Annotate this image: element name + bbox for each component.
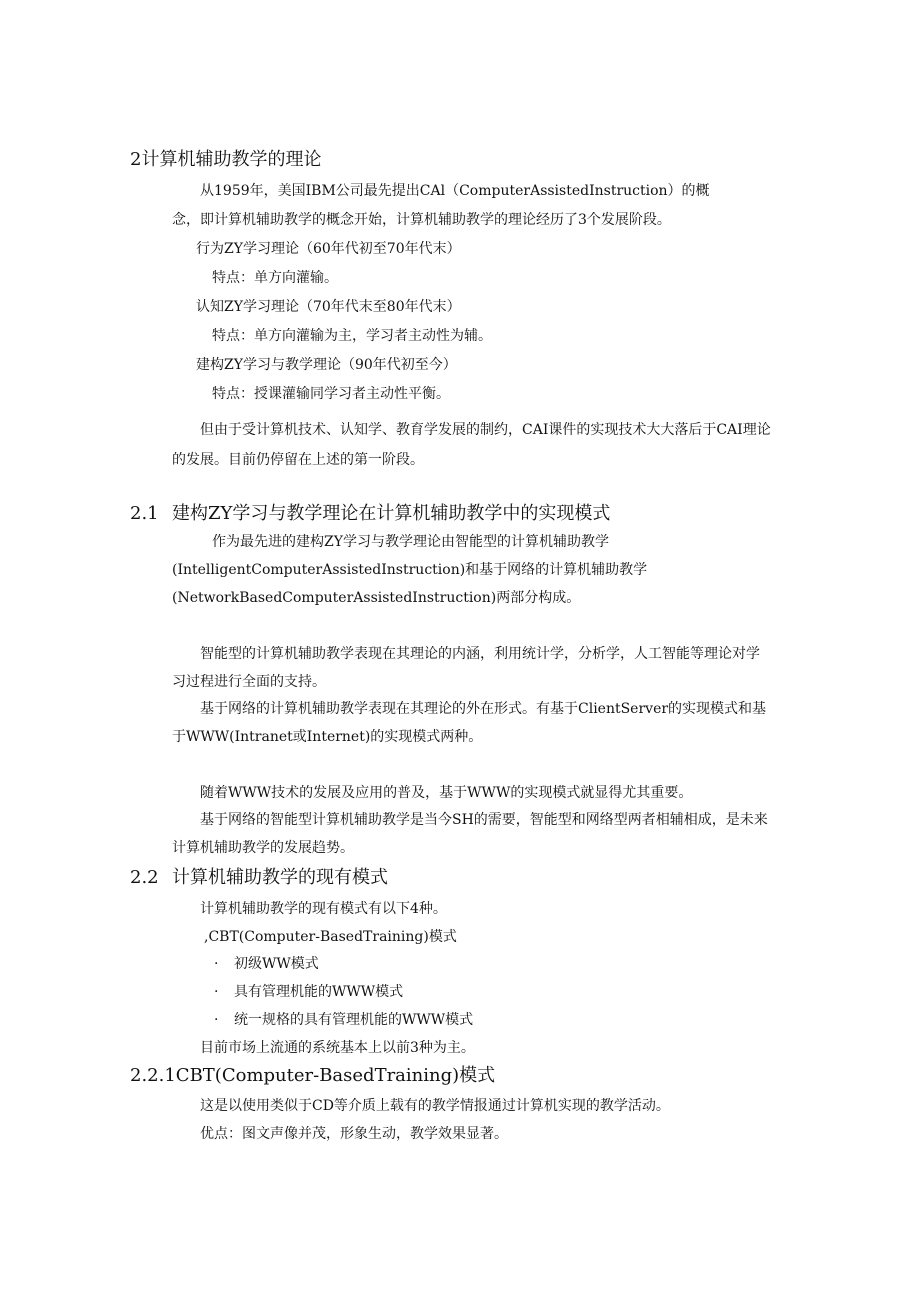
stage-feature: 特点：单方向灌输。: [212, 270, 338, 286]
stage-title: 行为ZY学习理论（60年代初至70年代末）: [196, 241, 461, 257]
list-item: [214, 955, 319, 973]
list-item: [214, 983, 403, 1001]
paragraph-line: 念，即计算机辅助教学的概念开始，计算机辅助教学的理论经历了3个发展阶段。: [172, 212, 671, 228]
stage-title: 认知ZY学习理论（70年代末至80年代末）: [196, 299, 461, 315]
list-item: ,CBT(Computer-BasedTraining)模式: [204, 929, 457, 945]
bullet-icon: ·: [214, 1012, 219, 1028]
section-heading-2-1: [130, 502, 610, 526]
bullet-icon: ·: [214, 956, 219, 972]
paragraph-line: 于WWW(Intranet或Internet)的实现模式两种。: [172, 729, 483, 745]
stage-title: 建构ZY学习与教学理论（90年代初至今）: [196, 357, 457, 373]
list-item-text: 初级WW模式: [234, 956, 319, 972]
heading-text: 计算机辅助教学的现有模式: [172, 867, 388, 888]
section-heading-2-2: [130, 866, 388, 890]
paragraph-line: 计算机辅助教学的现有模式有以下4种。: [200, 901, 447, 917]
heading-number: 2.2: [130, 867, 159, 888]
paragraph-line: (NetworkBasedComputerAssistedInstruction)两部分构成。: [172, 590, 581, 606]
section-heading-2: 2计算机辅助教学的理论: [130, 149, 322, 170]
stage-feature: 特点：授课灌输同学习者主动性平衡。: [212, 386, 450, 402]
paragraph-line: 随着WWW技术的发展及应用的普及，基于WWW的实现模式就显得尤其重要。: [200, 785, 693, 801]
heading-text: 建构ZY学习与教学理论在计算机辅助教学中的实现模式: [172, 503, 611, 524]
paragraph-line: (IntelligentComputerAssistedInstruction)和基于网络的计算机辅助教学: [172, 562, 648, 578]
list-item-text: 具有管理机能的WWW模式: [234, 984, 404, 1000]
bullet-icon: ·: [214, 984, 219, 1000]
paragraph-line: 但由于受计算机技术、认知学、教育学发展的制约，CAI课件的实现技术大大落后于CAI理论: [200, 422, 771, 438]
paragraph-line: 智能型的计算机辅助教学表现在其理论的内涵，利用统计学，分析学，人工智能等理论对学: [200, 646, 760, 662]
paragraph-line: 优点：图文声像并茂，形象生动，教学效果显著。: [200, 1126, 508, 1142]
paragraph-line: 习过程进行全面的支持。: [172, 674, 326, 690]
paragraph-line: 基于网络的智能型计算机辅助教学是当今SH的需要，智能型和网络型两者相辅相成，是未来: [200, 812, 768, 828]
paragraph-line: 目前市场上流通的系统基本上以前3种为主。: [200, 1040, 475, 1056]
paragraph-line: 这是以使用类似于CD等介质上载有的教学情报通过计算机实现的教学活动。: [200, 1098, 670, 1114]
paragraph-line: 作为最先进的建构ZY学习与教学理论由智能型的计算机辅助教学: [212, 534, 609, 550]
list-item: [214, 1011, 473, 1029]
paragraph-line: 的发展。目前仍停留在上述的第一阶段。: [172, 452, 424, 468]
paragraph-line: 从1959年，美国IBM公司最先提出CAl（ComputerAssistedInstruction）的概: [200, 183, 710, 199]
list-item-text: 统一规格的具有管理机能的WWW模式: [234, 1012, 474, 1028]
paragraph-line: 计算机辅助教学的发展趋势。: [172, 840, 354, 856]
section-heading-2-2-1: 2.2.1CBT(Computer-BasedTraining)模式: [130, 1065, 496, 1086]
paragraph-line: 基于网络的计算机辅助教学表现在其理论的外在形式。有基于ClientServer的实现模式和基: [200, 701, 767, 717]
heading-number: 2.1: [130, 503, 159, 524]
stage-feature: 特点：单方向灌输为主，学习者主动性为辅。: [212, 328, 492, 344]
